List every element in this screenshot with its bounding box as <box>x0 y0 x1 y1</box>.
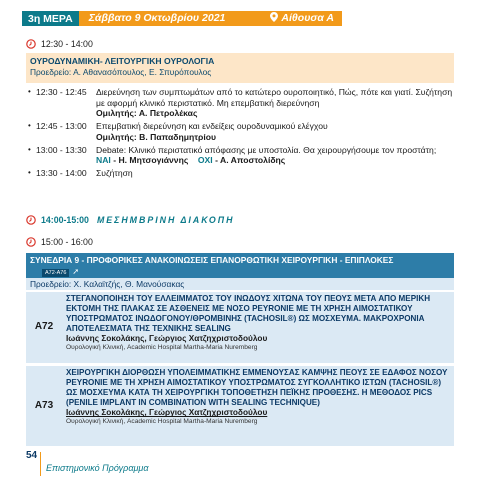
agenda-desc <box>96 168 454 179</box>
agenda-time: 13:00 - 13:30 <box>36 144 87 155</box>
day-label: 3η ΜΕΡΑ <box>22 11 79 26</box>
location-pin-icon <box>270 12 278 22</box>
session-chairs: Προεδρείο: Χ. Καλαϊτζής, Θ. Μανούσακας <box>26 278 454 290</box>
break-time-text: 14:00-15:00 <box>41 215 89 225</box>
debate-yes-label: ΝΑΙ <box>96 155 111 166</box>
abstract-a73 <box>26 366 454 446</box>
clock-icon <box>26 237 36 247</box>
agenda-item <box>26 168 454 179</box>
block2-time <box>26 237 93 248</box>
abstract-code: Α72 <box>34 321 54 333</box>
block2-time-text: 15:00 - 16:00 <box>41 237 93 247</box>
agenda-speaker: Ομιλητής: Α. Πετρολέκας <box>96 108 198 119</box>
clock-icon <box>26 39 36 49</box>
room-label: Αίθουσα Α <box>281 12 334 24</box>
block1-time-text: 12:30 - 14:00 <box>41 39 93 49</box>
date-label: Σάββατο 9 Οκτωβρίου 2021 <box>88 12 226 24</box>
debate-yes-speaker: - Η. Μητσογιάννης <box>113 155 189 166</box>
agenda-text: Επεμβατική διερεύνηση και ενδείξεις ουροδυναμικού ελέγχου <box>96 121 328 132</box>
agenda-desc <box>96 87 454 119</box>
agenda-item <box>26 145 454 166</box>
session-9-header <box>26 253 454 290</box>
session-chairs: Προεδρείο: Α. Αθανασόπουλος, Ε. Σπυρόπουλος <box>30 66 212 77</box>
session-title: ΟΥΡΟΔΥΝΑΜΙΚΗ- ΛΕΙΤΟΥΡΓΙΚΗ ΟΥΡΟΛΟΓΙΑ <box>30 56 215 66</box>
clock-icon <box>26 215 36 225</box>
room-label-wrap <box>270 11 334 26</box>
debate-no-label: ΟΧΙ <box>197 155 213 166</box>
abstract-institution: Ουρολογική Κλινική, Academic Hospital Martha-Maria Nuremberg <box>66 417 258 425</box>
agenda-text: Debate: Κλινικό περιστατικό απόφασης με υποστολία. Θα χειρουργήσουμε τον προστάτη; <box>96 144 437 155</box>
agenda-speaker: Ομιλητής: Β. Παπαδημητρίου <box>96 131 217 142</box>
agenda-desc <box>96 121 454 142</box>
footer-divider <box>40 452 41 476</box>
debate-speakers <box>96 155 454 166</box>
abstract-body <box>62 366 454 446</box>
date-bar <box>79 11 342 26</box>
bullet: • <box>28 144 31 154</box>
agenda-text: Διερεύνηση των συμπτωμάτων από το κατώτερο ουροποιητικό, Πώς, πότε και γιατί. Συζήτηση με αφορμή κλινικό περιστατικό. Μη επεμβατική διερεύνηση <box>96 87 453 108</box>
agenda-text: Συζήτηση <box>96 168 133 179</box>
abstract-authors: Ιωάννης Σοκολάκης, Γεώργιος Χατζηχριστοδούλου <box>66 407 268 418</box>
session-title: ΣΥΝΕΔΡΙΑ 9 - ΠΡΟΦΟΡΙΚΕΣ ΑΝΑΚΟΙΝΩΣΕΙΣ ΕΠΑΝΟΡΘΩΤΙΚΗ ΧΕΙΡΟΥΡΓΙΚΗ - ΕΠΙΠΛΟΚΕΣ <box>30 255 394 265</box>
abstract-authors: Ιωάννης Σοκολάκης, Γεώργιος Χατζηχριστοδούλου <box>66 333 268 344</box>
bullet: • <box>28 87 31 96</box>
abstract-a72 <box>26 292 454 363</box>
agenda-time: 12:30 - 12:45 <box>36 87 87 97</box>
debate-no-speaker: - Α. Αποστολίδης <box>215 155 286 166</box>
block1-time <box>26 39 93 50</box>
footer <box>26 450 37 463</box>
abstract-range-tag[interactable]: Α72-Α76 <box>42 269 69 277</box>
day-header <box>22 11 342 26</box>
footer-label: Επιστημονικό Πρόγραμμα <box>46 463 149 473</box>
abstract-title: ΧΕΙΡΟΥΡΓΙΚΗ ΔΙΟΡΘΩΣΗ ΥΠΟΛΕΙΜΜΑΤΙΚΗΣ ΕΜΜΕΝΟΥΣΑΣ ΚΑΜΨΗΣ ΠΕΟΥΣ ΣΕ ΕΔΑΦΟΣ ΝΟΣΟΥ PEYRONIE ΜΕ ΤΗ ΧΡΗΣΗ ΑΙΜΟΣΤΑΤΙΚΟΥ ΥΠΟΣΤΡΩΜΑΤΟΣ ΣΥΓΚΟΛΛΗΤΙΚΟ ΙΣΤΩΝ (TACHOSIL®) ΩΣ ΜΟΣΧΕΥΜΑ ΚΑΤΑ ΤΗ ΧΕΙΡΟΥΡΓΙΚΗ ΤΟΠΟΘΕΤΗΣΗ ΠΕΪΚΗΣ ΠΡΟΘΕΣΗΣ. Η ΜΕΘΟΔΟΣ PICS (PENILE IMPLANT IN COMBINATION WITH SEALING TECHNIQUE) <box>66 368 448 407</box>
agenda-desc <box>96 145 454 166</box>
abstract-code: Α73 <box>34 399 54 411</box>
abstract-body <box>62 292 454 363</box>
agenda-item <box>26 87 454 119</box>
agenda-time: 13:30 - 14:00 <box>36 168 87 179</box>
page-number: 54 <box>26 450 38 461</box>
break-time <box>26 215 234 226</box>
agenda-list <box>26 87 454 181</box>
cursor-icon: ➚ <box>72 266 80 276</box>
bullet: • <box>28 121 31 131</box>
agenda-item <box>26 121 454 142</box>
session-urodynamics-header <box>26 53 454 83</box>
agenda-time: 12:45 - 13:00 <box>36 121 87 132</box>
abstract-institution: Ουρολογική Κλινική, Academic Hospital Martha-Maria Nuremberg <box>66 343 258 351</box>
break-label: ΜΕΣΗΜΒΡΙΝΗ ΔΙΑΚΟΠΗ <box>96 215 235 225</box>
bullet: • <box>28 168 31 178</box>
abstract-title: ΣΤΕΓΑΝΟΠΟΙΗΣΗ ΤΟΥ ΕΛΛΕΙΜΜΑΤΟΣ ΤΟΥ ΙΝΩΔΟΥΣ ΧΙΤΩΝΑ ΤΟΥ ΠΕΟΥΣ ΜΕΤΑ ΑΠΟ ΜΕΡΙΚΗ ΕΚΤΟΜΗ ΤΗΣ ΠΛΑΚΑΣ ΣΕ ΑΣΘΕΝΕΙΣ ΜΕ ΝΟΣΟ PEYRONIE ΜΕ ΤΗ ΧΡΗΣΗ ΑΙΜΟΣΤΑΤΙΚΟΥ ΥΠΟΣΤΡΩΜΑΤΟΣ ΙΝΩΔΟΓΟΝΟΥ/ΘΡΟΜΒΙΝΗΣ (TACHOSIL®) ΩΣ ΜΟΣΧΕΥΜΑ. ΜΑΚΡΟΧΡΟΝΙΑ ΑΠΟΤΕΛΕΣΜΑΤΑ ΤΗΣ ΤΕΧΝΙΚΗΣ SEALING <box>66 294 431 333</box>
